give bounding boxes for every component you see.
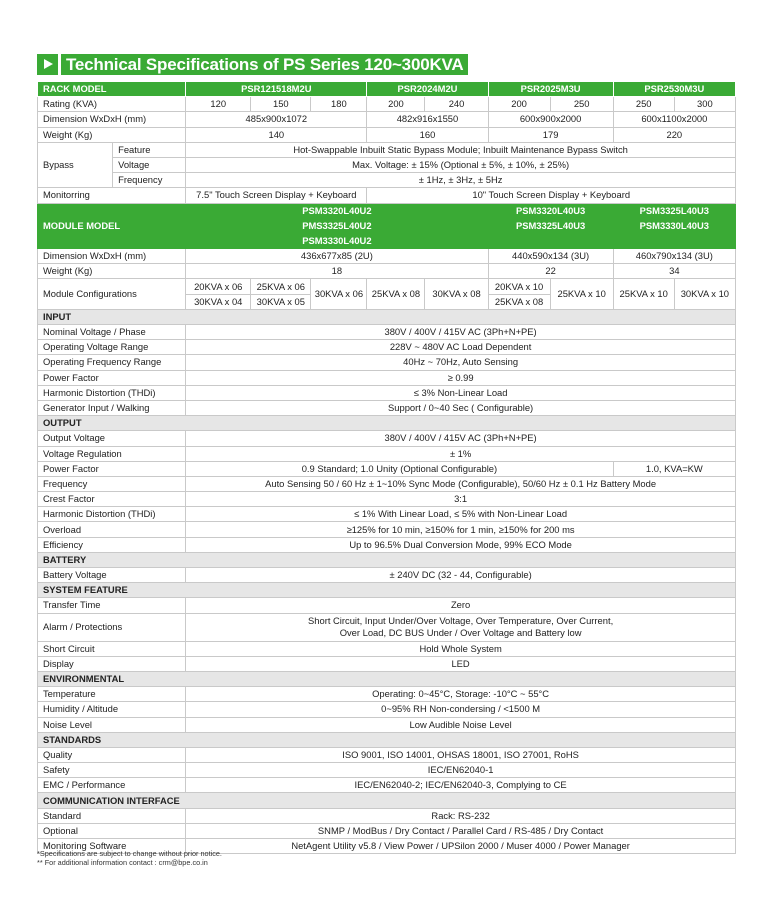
- footnote: ** For additional information contact : crm@bpe.co.in: [37, 858, 208, 867]
- section-header: [38, 552, 736, 567]
- section-title: SYSTEM FEATURE: [38, 583, 736, 598]
- section-header: [38, 583, 736, 598]
- spec-label: Transfer Time: [38, 598, 186, 613]
- section-header: [38, 416, 736, 431]
- module-weight-value: 34: [613, 264, 735, 279]
- monitoring-row: [38, 188, 736, 203]
- spec-label: Short Circuit: [38, 641, 186, 656]
- spec-row: [38, 340, 736, 355]
- spec-label: Harmonic Distortion (THDi): [38, 507, 186, 522]
- bypass-sub-label: Frequency: [113, 173, 186, 188]
- spec-value: IEC/EN62040-2; IEC/EN62040-3, Complying to CE: [186, 778, 736, 793]
- spec-label: Crest Factor: [38, 492, 186, 507]
- spec-row: [38, 431, 736, 446]
- spec-row: [38, 747, 736, 762]
- spec-row: [38, 687, 736, 702]
- section-title: OUTPUT: [38, 416, 736, 431]
- spec-value: 1.0, KVA=KW: [613, 461, 735, 476]
- rack-dimension-value: 482x916x1550: [367, 112, 488, 127]
- rating-value: 250: [613, 97, 674, 112]
- module-weight-label: Weight (Kg): [38, 264, 186, 279]
- monitoring-value: 10" Touch Screen Display + Keyboard: [367, 188, 736, 203]
- spec-row: [38, 461, 736, 476]
- spec-value: ± 240V DC (32 - 44, Configurable): [186, 568, 736, 583]
- spec-value: Hold Whole System: [186, 641, 736, 656]
- rating-value: 180: [311, 97, 367, 112]
- rack-model-3: PSR2025M3U: [488, 82, 613, 97]
- spec-value: Auto Sensing 50 / 60 Hz ± 1~10% Sync Mode (Configurable), 50/60 Hz ± 0.1 Hz Battery Mode: [186, 476, 736, 491]
- spec-row: [38, 808, 736, 823]
- specification-table: [37, 81, 736, 854]
- module-model-empty: [488, 233, 613, 248]
- play-arrow-icon: [37, 54, 58, 75]
- rating-label: Rating (KVA): [38, 97, 186, 112]
- spec-value: ≤ 1% With Linear Load, ≤ 5% with Non-Linear Load: [186, 507, 736, 522]
- spec-label: Noise Level: [38, 717, 186, 732]
- spec-row: [38, 355, 736, 370]
- section-header: [38, 309, 736, 324]
- module-config-value: 20KVA x 10: [488, 279, 550, 294]
- spec-label: Optional: [38, 823, 186, 838]
- spec-value: 0.9 Standard; 1.0 Unity (Optional Configurable): [186, 461, 613, 476]
- spec-value: Low Audible Noise Level: [186, 717, 736, 732]
- spec-row: [38, 702, 736, 717]
- module-config-value: 25KVA x 10: [550, 279, 613, 309]
- spec-row: [38, 537, 736, 552]
- spec-row: [38, 370, 736, 385]
- module-config-value: 25KVA x 06: [251, 279, 311, 294]
- module-weight-row: [38, 264, 736, 279]
- spec-value: 380V / 400V / 415V AC (3Ph+N+PE): [186, 325, 736, 340]
- module-model: PSM3330L40U2: [186, 233, 488, 248]
- spec-row: [38, 823, 736, 838]
- spec-value: Operating: 0~45°C, Storage: -10°C ~ 55°C: [186, 687, 736, 702]
- spec-row: [38, 522, 736, 537]
- spec-row: [38, 778, 736, 793]
- page-title-banner: [37, 54, 468, 75]
- module-config-row: [38, 279, 736, 294]
- spec-value: SNMP / ModBus / Dry Contact / Parallel Card / RS-485 / Dry Contact: [186, 823, 736, 838]
- spec-row: [38, 400, 736, 415]
- bypass-value: Hot-Swappable Inbuilt Static Bypass Module; Inbuilt Maintenance Bypass Switch: [186, 142, 736, 157]
- spec-label: Efficiency: [38, 537, 186, 552]
- rating-value: 300: [674, 97, 735, 112]
- rating-value: 240: [425, 97, 488, 112]
- spec-label: Power Factor: [38, 370, 186, 385]
- spec-label: Overload: [38, 522, 186, 537]
- spec-label: Alarm / Protections: [38, 613, 186, 641]
- spec-label: Humidity / Altitude: [38, 702, 186, 717]
- spec-label: Battery Voltage: [38, 568, 186, 583]
- spec-value: LED: [186, 656, 736, 671]
- spec-value: 228V ~ 480V AC Load Dependent: [186, 340, 736, 355]
- spec-label: Operating Voltage Range: [38, 340, 186, 355]
- module-config-value: 30KVA x 10: [674, 279, 735, 309]
- rack-weight-value: 160: [367, 127, 488, 142]
- module-dimension-label: Dimension WxDxH (mm): [38, 249, 186, 264]
- module-config-label: Module Configurations: [38, 279, 186, 309]
- module-model: PSM3320L40U3: [488, 203, 613, 218]
- spec-value: ≤ 3% Non-Linear Load: [186, 385, 736, 400]
- module-dimension-value: 460x790x134 (3U): [613, 249, 735, 264]
- page-title: Technical Specifications of PS Series 120~300KVA: [61, 54, 468, 75]
- bypass-label: Bypass: [38, 142, 113, 188]
- rack-weight-value: 179: [488, 127, 613, 142]
- spec-value: IEC/EN62040-1: [186, 763, 736, 778]
- module-weight-value: 18: [186, 264, 488, 279]
- bypass-value: Max. Voltage: ± 15% (Optional ± 5%, ± 10%, ± 25%): [186, 157, 736, 172]
- rack-model-1: PSR121518M2U: [186, 82, 367, 97]
- spec-value-line: Short Circuit, Input Under/Over Voltage, Over Temperature, Over Current,: [308, 615, 614, 627]
- module-dimension-row: [38, 249, 736, 264]
- module-model: PMS3325L40U2: [186, 218, 488, 233]
- section-header: [38, 793, 736, 808]
- rack-weight-row: [38, 127, 736, 142]
- spec-value: ± 1%: [186, 446, 736, 461]
- module-model-row: [38, 203, 736, 218]
- bypass-value: ± 1Hz, ± 3Hz, ± 5Hz: [186, 173, 736, 188]
- section-title: BATTERY: [38, 552, 736, 567]
- spec-row: [38, 598, 736, 613]
- spec-label: Output Voltage: [38, 431, 186, 446]
- spec-row: [38, 476, 736, 491]
- spec-label: Harmonic Distortion (THDi): [38, 385, 186, 400]
- rating-value: 150: [251, 97, 311, 112]
- spec-value: 0~95% RH Non-condersing / <1500 M: [186, 702, 736, 717]
- rack-dimension-label: Dimension WxDxH (mm): [38, 112, 186, 127]
- section-header: [38, 732, 736, 747]
- module-config-value: 30KVA x 04: [186, 294, 251, 309]
- bypass-feature-row: [38, 142, 736, 157]
- bypass-frequency-row: [38, 173, 736, 188]
- spec-label: Frequency: [38, 476, 186, 491]
- spec-row: [38, 507, 736, 522]
- module-model: PSM3330L40U3: [613, 218, 735, 233]
- spec-label: Quality: [38, 747, 186, 762]
- spec-row: [38, 763, 736, 778]
- rating-row: [38, 97, 736, 112]
- spec-label: Nominal Voltage / Phase: [38, 325, 186, 340]
- section-header: [38, 671, 736, 686]
- spec-label: Standard: [38, 808, 186, 823]
- spec-value: 380V / 400V / 415V AC (3Ph+N+PE): [186, 431, 736, 446]
- module-model: PSM3325L40U3: [488, 218, 613, 233]
- rating-value: 200: [367, 97, 425, 112]
- footnotes: [37, 849, 222, 867]
- rack-dimension-value: 600x900x2000: [488, 112, 613, 127]
- module-config-value: 25KVA x 08: [367, 279, 425, 309]
- rack-weight-value: 140: [186, 127, 367, 142]
- spec-row: [38, 641, 736, 656]
- rack-weight-value: 220: [613, 127, 735, 142]
- spec-label: Monitoring Software: [38, 839, 186, 854]
- spec-value: ≥ 0.99: [186, 370, 736, 385]
- spec-label: Display: [38, 656, 186, 671]
- section-title: INPUT: [38, 309, 736, 324]
- module-weight-value: 22: [488, 264, 613, 279]
- module-dimension-value: 436x677x85 (2U): [186, 249, 488, 264]
- spec-label: Operating Frequency Range: [38, 355, 186, 370]
- module-config-value: 25KVA x 08: [488, 294, 550, 309]
- spec-row: [38, 717, 736, 732]
- spec-value: Support / 0~40 Sec ( Configurable): [186, 400, 736, 415]
- spec-value: Up to 96.5% Dual Conversion Mode, 99% ECO Mode: [186, 537, 736, 552]
- bypass-voltage-row: [38, 157, 736, 172]
- rating-value: 200: [488, 97, 550, 112]
- spec-value: ≥125% for 10 min, ≥150% for 1 min, ≥150% for 200 ms: [186, 522, 736, 537]
- rack-dimension-value: 485x900x1072: [186, 112, 367, 127]
- rack-model-row: [38, 82, 736, 97]
- spec-value: [186, 613, 736, 641]
- spec-value: Rack: RS-232: [186, 808, 736, 823]
- rack-model-2: PSR2024M2U: [367, 82, 488, 97]
- module-dimension-value: 440x590x134 (3U): [488, 249, 613, 264]
- rack-model-label: RACK MODEL: [38, 82, 186, 97]
- spec-row: [38, 446, 736, 461]
- rack-dimension-value: 600x1100x2000: [613, 112, 735, 127]
- spec-value: ISO 9001, ISO 14001, OHSAS 18001, ISO 27001, RoHS: [186, 747, 736, 762]
- spec-row: [38, 613, 736, 641]
- module-config-value: 30KVA x 05: [251, 294, 311, 309]
- spec-row: [38, 568, 736, 583]
- module-model: PSM3325L40U3: [613, 203, 735, 218]
- spec-value: NetAgent Utility v5.8 / View Power / UPSilon 2000 / Muser 4000 / Power Manager: [186, 839, 736, 854]
- spec-row: [38, 385, 736, 400]
- rack-weight-label: Weight (Kg): [38, 127, 186, 142]
- module-config-value: 30KVA x 06: [311, 279, 367, 309]
- module-config-value: 25KVA x 10: [613, 279, 674, 309]
- spec-label: EMC / Performance: [38, 778, 186, 793]
- spec-value: Zero: [186, 598, 736, 613]
- spec-value-line: Over Load, DC BUS Under / Over Voltage and Battery low: [339, 627, 582, 639]
- module-model-label: MODULE MODEL: [38, 203, 186, 249]
- rating-value: 120: [186, 97, 251, 112]
- spec-row: [38, 656, 736, 671]
- spec-label: Power Factor: [38, 461, 186, 476]
- bypass-sub-label: Feature: [113, 142, 186, 157]
- spec-value: 3:1: [186, 492, 736, 507]
- footnote: *Specifications are subject to change without prior notice.: [37, 849, 222, 858]
- rack-model-4: PSR2530M3U: [613, 82, 735, 97]
- bypass-sub-label: Voltage: [113, 157, 186, 172]
- monitoring-label: Monitorring: [38, 188, 186, 203]
- spec-row: [38, 325, 736, 340]
- monitoring-value: 7.5" Touch Screen Display + Keyboard: [186, 188, 367, 203]
- spec-label: Generator Input / Walking: [38, 400, 186, 415]
- module-config-value: 30KVA x 08: [425, 279, 488, 309]
- module-model-empty: [613, 233, 735, 248]
- spec-label: Safety: [38, 763, 186, 778]
- spec-label: Voltage Regulation: [38, 446, 186, 461]
- rack-dimension-row: [38, 112, 736, 127]
- rating-value: 250: [550, 97, 613, 112]
- spec-label: Temperature: [38, 687, 186, 702]
- spec-value: 40Hz ~ 70Hz, Auto Sensing: [186, 355, 736, 370]
- section-title: ENVIRONMENTAL: [38, 671, 736, 686]
- module-config-value: 20KVA x 06: [186, 279, 251, 294]
- module-model: PSM3320L40U2: [186, 203, 488, 218]
- section-title: COMMUNICATION INTERFACE: [38, 793, 736, 808]
- section-title: STANDARDS: [38, 732, 736, 747]
- spec-row: [38, 492, 736, 507]
